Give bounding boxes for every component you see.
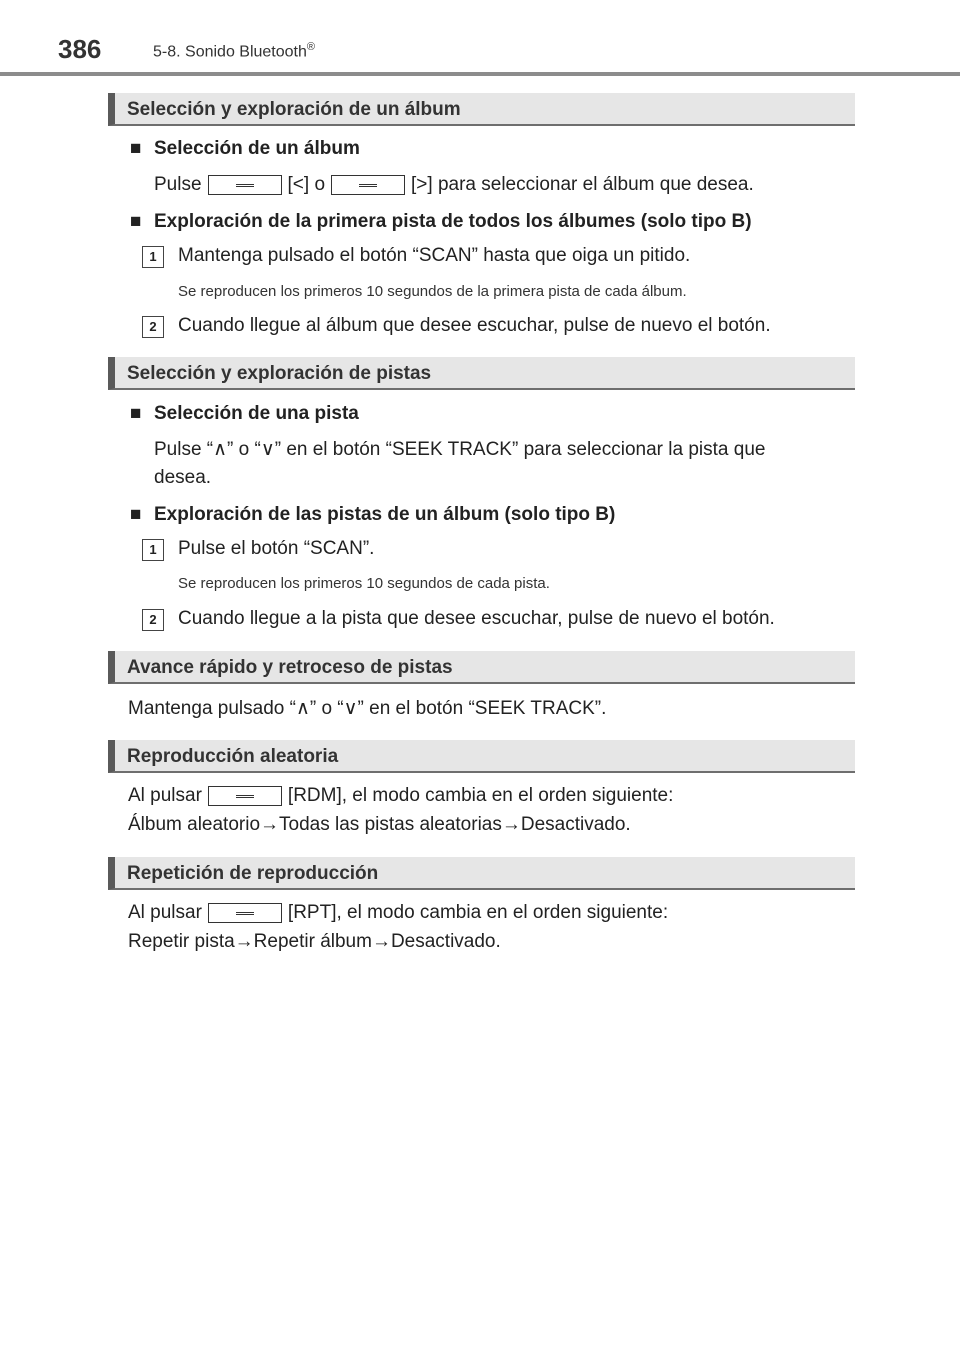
text-fragment: [RPT], el modo cambia en el orden siguiente: [287,902,669,923]
square-bullet-icon: ■ [130,504,142,525]
fast-instruction: Mantenga pulsado “∧” o “∨” en el botón “SEEK TRACK”. [128,698,607,719]
subheading-text: Exploración de las pistas de un álbum (solo tipo B) [154,504,616,525]
step-text: Cuando llegue a la pista que desee escuchar, pulse de nuevo el botón. [178,608,775,629]
step-number-1: 1 [142,246,164,268]
registered-mark: ® [306,41,315,53]
subheading-album-select [130,138,360,160]
step-number-1: 1 [142,539,164,561]
subheading-track-scan [130,504,615,526]
section-heading-fast [108,651,855,684]
step-note: Se reproducen los primeros 10 segundos de la primera pista de cada álbum. [178,283,687,300]
text-fragment: Pulse [154,174,202,195]
album-select-instruction [154,174,754,196]
page-header [0,0,960,80]
step-text: Cuando llegue al álbum que desee escuchar, pulse de nuevo el botón. [178,315,771,336]
section-title: Repetición de reproducción [127,863,379,884]
step-text: Mantenga pulsado el botón “SCAN” hasta que oiga un pitido. [178,245,691,266]
square-bullet-icon: ■ [130,211,142,232]
prev-album-button-icon [208,175,282,195]
subheading-text: Selección de un álbum [154,138,360,159]
step-note: Se reproducen los primeros 10 segundos de cada pista. [178,575,550,592]
square-bullet-icon: ■ [130,138,142,159]
random-sequence: Álbum aleatorio→Todas las pistas aleatorias→Desactivado. [128,814,631,835]
button-bar-icon [359,184,377,187]
random-instruction [128,785,673,807]
subheading-text: Selección de una pista [154,403,359,424]
header-rule [0,72,960,76]
section-heading-tracks [108,357,855,390]
section-title: Avance rápido y retroceso de pistas [127,657,453,678]
text-fragment: Al pulsar [128,785,202,806]
rdm-button-icon [208,786,282,806]
repeat-instruction [128,902,668,924]
section-heading-album [108,93,855,126]
rpt-button-icon [208,903,282,923]
page-number: 386 [58,34,102,64]
section-heading-random [108,740,855,773]
text-fragment: Al pulsar [128,902,202,923]
section-title: Selección y exploración de un álbum [127,99,461,120]
square-bullet-icon: ■ [130,403,142,424]
subheading-track-select [130,403,359,425]
subheading-text: Exploración de la primera pista de todos los álbumes (solo tipo B) [154,211,752,232]
chapter-title [153,41,315,61]
step-number-2: 2 [142,609,164,631]
button-bar-icon [236,795,254,798]
text-fragment: [<] o [287,174,326,195]
step-number-2: 2 [142,316,164,338]
subheading-album-scan [130,211,752,233]
button-bar-icon [236,912,254,915]
next-album-button-icon [331,175,405,195]
button-bar-icon [236,184,254,187]
track-select-instruction: Pulse “∧” o “∨” en el botón “SEEK TRACK” para seleccionar la pista que [154,439,766,460]
text-fragment: [>] para seleccionar el álbum que desea. [411,174,754,195]
section-heading-repeat [108,857,855,890]
repeat-sequence: Repetir pista→Repetir álbum→Desactivado. [128,931,501,952]
chapter-label: 5-8. Sonido Bluetooth [153,43,307,61]
track-select-instruction-cont: desea. [154,467,212,488]
step-text: Pulse el botón “SCAN”. [178,538,375,559]
section-title: Selección y exploración de pistas [127,363,432,384]
section-title: Reproducción aleatoria [127,746,339,767]
text-fragment: [RDM], el modo cambia en el orden siguiente: [287,785,674,806]
